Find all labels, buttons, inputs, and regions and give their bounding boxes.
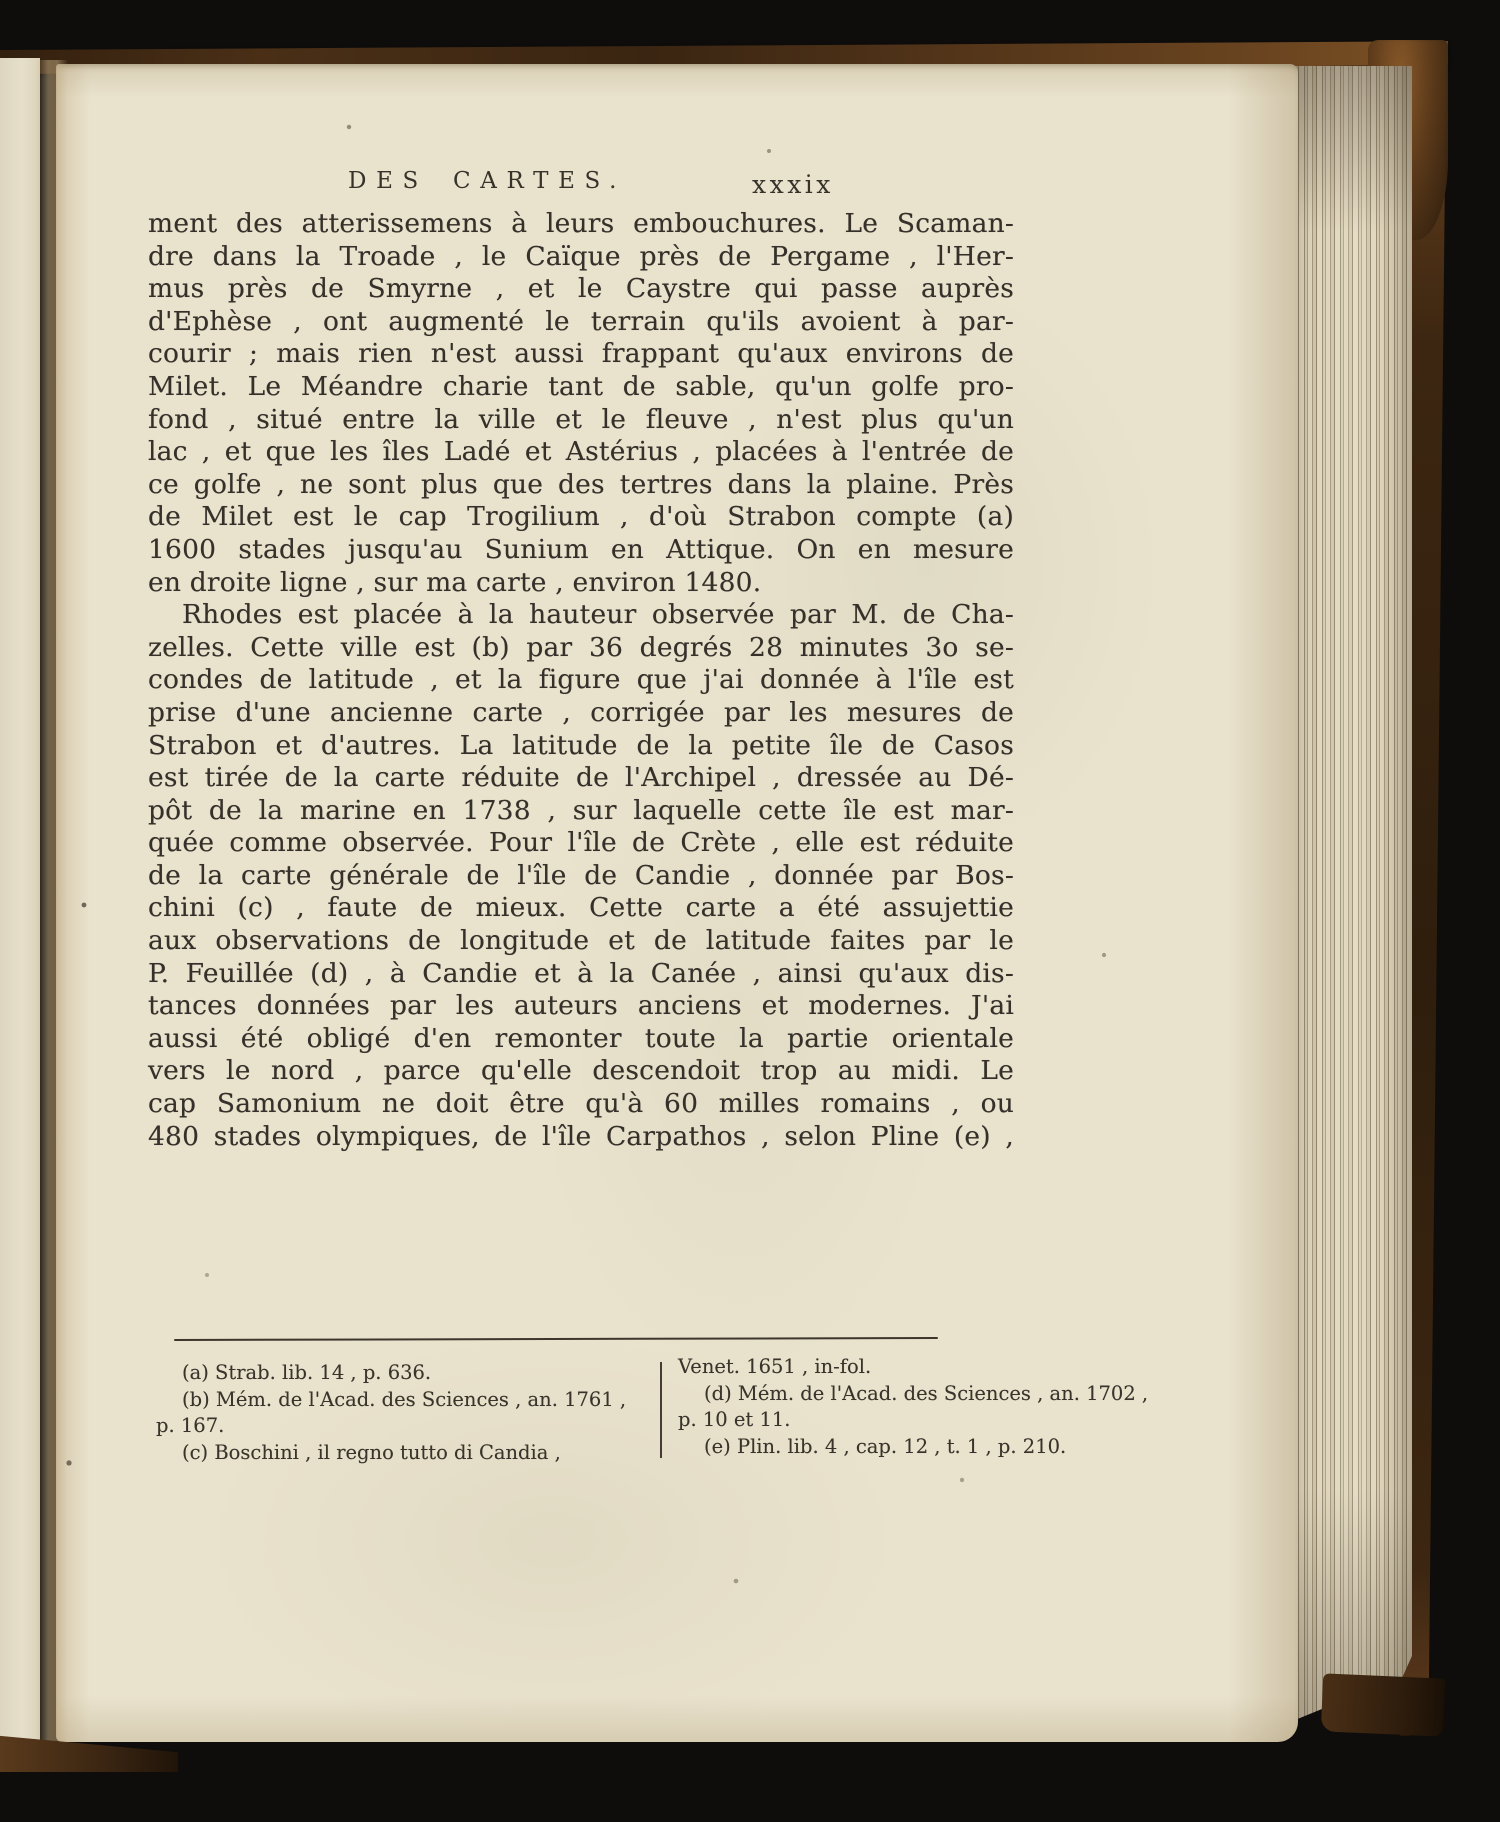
footnote-column-divider — [660, 1362, 662, 1458]
text-line: prise d'une ancienne carte , corrigée par les mesures de — [148, 696, 1014, 728]
text-line: P. Feuillée (d) , à Candie et à la Canée , ainsi qu'aux dis- — [148, 957, 1014, 989]
text-line: ment des atterissemens à leurs embouchures. Le Scaman- — [148, 208, 1014, 239]
text-line: aux observations de longitude et de latitude faites par le — [148, 925, 1014, 957]
footnote-column-left — [156, 1360, 627, 1466]
text-line: quée comme observée. Pour l'île de Crète , elle est réduite — [148, 827, 1014, 859]
text-line: fond , situé entre la ville et le fleuve , n'est plus qu'un — [148, 403, 1014, 435]
text-line: 480 stades olympiques, de l'île Carpathos , selon Pline (e) , — [148, 1120, 1014, 1152]
footnote-line: Venet. 1651 , in-fol. — [678, 1355, 872, 1378]
footnote-line: (e) Plin. lib. 4 , cap. 12 , t. 1 , p. 210. — [704, 1434, 1067, 1458]
footnote-line: p. 10 et 11. — [678, 1408, 791, 1431]
running-title: DES CARTES. — [348, 168, 627, 194]
text-line: de la carte générale de l'île de Candie , donnée par Bos- — [148, 859, 1014, 891]
text-line: de Milet est le cap Trogilium , d'où Strabon compte (a) — [148, 501, 1014, 533]
text-line: lac , et que les îles Ladé et Astérius , placées à l'entrée de — [148, 436, 1014, 468]
text-line: chini (c) , faute de mieux. Cette carte a été assujettie — [148, 892, 1014, 924]
text-line: condes de latitude , et la figure que j'ai donnée à l'île est — [148, 664, 1014, 696]
footnote-line: (d) Mém. de l'Acad. des Sciences , an. 1702 , — [704, 1381, 1149, 1405]
book-cover-corner-bottom-right — [1321, 1673, 1445, 1736]
footnote-line: (a) Strab. lib. 14 , p. 636. — [182, 1361, 432, 1384]
text-line: en droite ligne , sur ma carte , environ 1480. — [148, 566, 762, 598]
text-line: aussi été obligé d'en remonter toute la partie orientale — [148, 1022, 1014, 1054]
facing-page-edge — [0, 58, 40, 1760]
text-line: Strabon et d'autres. La latitude de la petite île de Casos — [148, 729, 1014, 761]
footnote-line: (c) Boschini , il regno tutto di Candia , — [182, 1440, 561, 1464]
text-line: tances données par les auteurs anciens et modernes. J'ai — [148, 990, 1014, 1022]
text-line: 1600 stades jusqu'au Sunium en Attique. On en mesure — [148, 533, 1014, 565]
page-fore-edges — [1290, 66, 1412, 1722]
text-line: ce golfe , ne sont plus que des tertres dans la plaine. Près — [148, 468, 1014, 500]
footnote-column-right — [678, 1354, 1149, 1460]
text-line: courir ; mais rien n'est aussi frappant qu'aux environs de — [148, 338, 1014, 370]
text-line: mus près de Smyrne , et le Caystre qui passe auprès — [148, 273, 1014, 305]
text-line: vers le nord , parce qu'elle descendoit trop au midi. Le — [148, 1055, 1014, 1087]
page-header — [148, 168, 1010, 208]
text-line: d'Ephèse , ont augmenté le terrain qu'ils avoient à par- — [148, 305, 1014, 337]
footnote-line: p. 167. — [156, 1414, 225, 1437]
text-line: dre dans la Troade , le Caïque près de Pergame , l'Her- — [148, 240, 1014, 272]
text-line: Milet. Le Méandre charie tant de sable, qu'un golfe pro- — [148, 370, 1014, 402]
text-line: zelles. Cette ville est (b) par 36 degrés 28 minutes 3o se- — [148, 631, 1014, 663]
text-line: est tirée de la carte réduite de l'Archipel , dressée au Dé- — [148, 762, 1014, 794]
book-gutter-shadow — [36, 60, 68, 1754]
text-line: cap Samonium ne doit être qu'à 60 milles romains , ou — [148, 1088, 1014, 1120]
book-page — [56, 64, 1298, 1742]
text-line: Rhodes est placée à la hauteur observée par M. de Cha- — [182, 599, 1014, 631]
footnote-rule — [174, 1337, 938, 1341]
text-line: pôt de la marine en 1738 , sur laquelle cette île est mar- — [148, 794, 1014, 826]
footnote-line: (b) Mém. de l'Acad. des Sciences , an. 1761 , — [182, 1387, 627, 1411]
page-number: xxxix — [752, 170, 834, 199]
body-text — [148, 208, 1014, 1153]
